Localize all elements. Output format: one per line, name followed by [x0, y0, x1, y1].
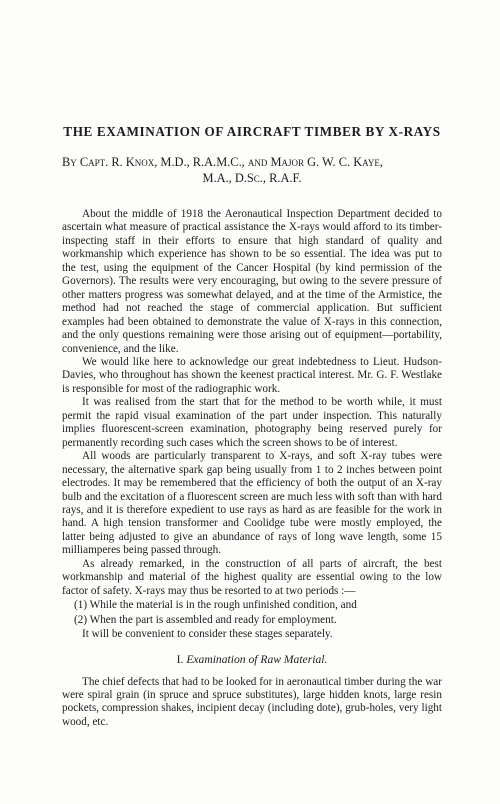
paragraph-method: It was realised from the start that for the method to be worth while, it must permit the rapid visual examination of the part under inspection. This naturally implies fluorescent-screen examination, photography being reserved purely for permanently recording such cases which the screen shows to be of interest.: [62, 396, 442, 449]
list-item: (1) While the material is in the rough unfinished condition, and: [74, 599, 357, 612]
byline-authors: By Capt. R. Knox, M.D., R.A.M.C., and Major G. W. C. Kaye,: [62, 155, 383, 169]
paragraph-defects: The chief defects that had to be looked for in aeronautical timber during the war were spiral grain (in spruce and spruce substitutes), large hidden knots, large resin pockets, compression shakes, incipient decay (including dote), grub-holes, very light wood, etc.: [62, 675, 442, 728]
article-body: [62, 208, 442, 729]
section-heading: [62, 653, 442, 666]
byline-degrees: M.A., D.Sc., R.A.F.: [202, 171, 302, 185]
paragraph-intro: About the middle of 1918 the Aeronautical Inspection Department decided to ascertain what measure of practical assistance the X-rays would afford to its timber-inspecting staff in their efforts to ensure that high standard of quality and workmanship which experience has shown to be so essential. The idea was put to the test, using the equipment of the Cancer Hospital (by kind permission of the Governors). The results were very encouraging, but owing to the severe pressure of other matters progress was somewhat delayed, and at the time of the Armistice, the method had not reached the stage of commercial application. But sufficient examples had been obtained to demonstrate the value of X-rays in this connection, and the only questions remaining were those arising out of equipment—portability, convenience, and the like.: [62, 208, 442, 355]
list-item: (2) When the part is assembled and ready for employment.: [74, 613, 337, 626]
paragraph-xray-tubes: All woods are particularly transparent to X-rays, and soft X-ray tubes were necessary, the alternative spark gap being usually from 1 to 2 inches between point electrodes. It may be remembered that the efficiency of both the output of an X-ray bulb and the excitation of a fluorescent screen are much less with soft than with hard rays, and it is therefore expedient to use rays as hard as are feasible for the work in hand. A high tension transformer and Coolidge tube were mostly employed, the latter being adjusted to give an abundance of rays of long wave length, some 15 milliamperes being passed through.: [62, 450, 442, 557]
section-title: Examination of Raw Material.: [186, 652, 328, 666]
article-title: THE EXAMINATION OF AIRCRAFT TIMBER BY X-RAYS: [63, 124, 441, 139]
paragraph-stages: It will be convenient to consider these stages separately.: [82, 628, 333, 641]
paragraph-acknowledgement: We would like here to acknowledge our great indebtedness to Lieut. Hudson-Davies, who throughout has shown the keenest practical interest. Mr. G. F. Westlake is responsible for most of the radiographic work.: [62, 355, 442, 395]
paragraph-construction: As already remarked, in the construction of all parts of aircraft, the best workmanship and material of the highest quality are essential owing to the low factor of safety. X-rays may thus be resorted to at two periods :—: [62, 557, 442, 597]
section-number: I.: [176, 652, 184, 666]
byline: [62, 154, 442, 186]
